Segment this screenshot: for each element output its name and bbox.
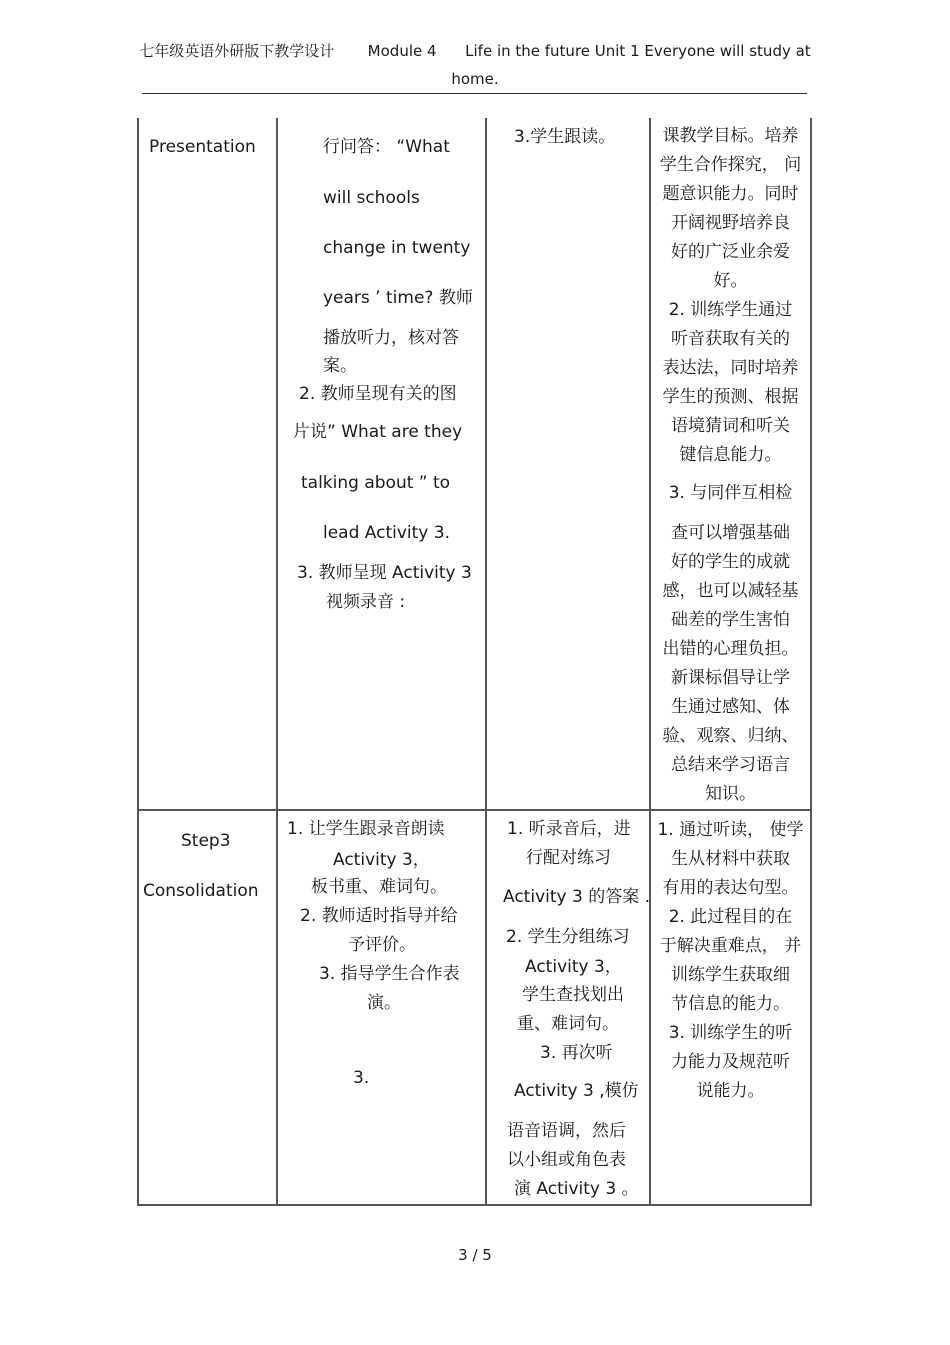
- text-line: Activity 3，: [525, 957, 622, 977]
- text-line: 3. 与同伴互相检: [668, 483, 793, 503]
- text-line: 行配对练习: [526, 848, 611, 868]
- step-label-presentation: Presentation: [149, 137, 256, 157]
- page-number: 3 / 5: [458, 1246, 492, 1264]
- text-line: 视频录音 :: [326, 592, 406, 612]
- column-divider: [485, 118, 487, 1206]
- text-line: 演。: [367, 993, 401, 1013]
- presentation-purpose: [651, 122, 810, 809]
- text-line: 好。: [713, 271, 748, 291]
- text-line: 础差的学生害怕: [671, 610, 790, 630]
- text-line: 予评价。: [348, 935, 416, 955]
- text-line: 1. 让学生跟录音朗读: [287, 819, 445, 839]
- text-line: years ’ time? 教师: [323, 288, 473, 308]
- text-line: Activity 3 ,模仿: [514, 1081, 639, 1101]
- row-divider: [137, 809, 812, 811]
- text-line: 学生合作探究， 问: [659, 155, 802, 175]
- text-line: 重、难词句。: [517, 1014, 619, 1034]
- text-line: Activity 3，: [333, 850, 430, 870]
- text-line: 1. 通过听读， 使学: [657, 820, 804, 840]
- text-line: 题意识能力。同时: [662, 184, 799, 204]
- text-line: 2. 教师呈现有关的图: [299, 384, 457, 404]
- presentation-student-activity: 3.学生跟读。: [514, 127, 616, 147]
- table-border-right: [810, 118, 812, 1206]
- text-line: 验、观察、归纳、: [662, 726, 799, 746]
- text-line: 2. 训练学生通过: [668, 300, 793, 320]
- text-line: 有用的表达句型。: [662, 878, 799, 898]
- text-line: 查可以增强基础: [671, 523, 790, 543]
- text-line: 说能力。: [696, 1081, 765, 1101]
- text-line: 新课标倡导让学: [671, 668, 790, 688]
- header-title-cont: home.: [451, 70, 499, 88]
- table-border-left: [137, 118, 139, 1206]
- text-line: 节信息的能力。: [671, 994, 790, 1014]
- text-line: 3. 训练学生的听: [668, 1023, 793, 1043]
- text-line: 播放听力，核对答: [323, 328, 459, 348]
- text-line: 板书重、难词句。: [311, 877, 447, 897]
- text-line: 语境猜词和听关: [671, 416, 790, 436]
- text-line: 3.: [353, 1068, 370, 1088]
- text-line: 学生查找划出: [522, 985, 624, 1005]
- text-line: 演 Activity 3 。: [514, 1179, 639, 1199]
- text-line: 课教学目标。培养: [662, 126, 799, 146]
- text-line: 3. 教师呈现 Activity 3: [297, 563, 472, 583]
- text-line: 出错的心理负担。: [662, 639, 799, 659]
- text-line: 感，也可以减轻基: [662, 581, 799, 601]
- table-border-bottom: [137, 1204, 812, 1206]
- text-line: 训练学生获取细: [671, 965, 790, 985]
- text-line: 知识。: [705, 784, 756, 804]
- text-line: talking about ” to: [301, 473, 451, 493]
- text-line: change in twenty: [323, 238, 471, 258]
- text-line: 好的学生的成就: [671, 552, 790, 572]
- text-line: 以小组或角色表: [507, 1150, 626, 1170]
- text-line: 听音获取有关的: [671, 329, 790, 349]
- text-line: Activity 3 的答案 .: [503, 887, 651, 907]
- step-label-consolidation: Consolidation: [143, 881, 259, 901]
- text-line: 2. 此过程目的在: [668, 907, 793, 927]
- text-line: 行问答： “What: [323, 137, 450, 157]
- text-line: 力能力及规范听: [671, 1052, 790, 1072]
- header-title: 七年级英语外研版下教学设计 Module 4 Life in the future Unit 1 Everyone will study at: [139, 42, 811, 60]
- column-divider: [276, 118, 278, 1206]
- text-line: 2. 教师适时指导并给: [300, 906, 458, 926]
- text-line: 好的广泛业余爱: [671, 242, 790, 262]
- text-line: 学生的预测、根据: [662, 387, 799, 407]
- lesson-plan-table: [137, 118, 812, 1206]
- text-line: 于解决重难点， 并: [659, 936, 802, 956]
- text-line: 开阔视野培养良: [671, 213, 790, 233]
- text-line: 片说” What are they: [293, 422, 463, 442]
- step-label-step3: Step3: [181, 831, 231, 851]
- text-line: 2. 学生分组练习: [506, 927, 630, 947]
- text-line: 1. 听录音后，进: [507, 819, 631, 839]
- text-line: 生通过感知、体: [671, 697, 790, 717]
- consolidation-purpose: [651, 816, 810, 1106]
- text-line: 总结来学习语言: [671, 755, 790, 775]
- text-line: lead Activity 3.: [323, 523, 450, 543]
- text-line: 生从材料中获取: [671, 849, 790, 869]
- text-line: 语音语调，然后: [507, 1121, 626, 1141]
- text-line: 3. 再次听: [540, 1043, 613, 1063]
- text-line: will schools: [323, 188, 420, 208]
- text-line: 案。: [323, 356, 357, 376]
- text-line: 键信息能力。: [679, 445, 782, 465]
- text-line: 表达法，同时培养: [662, 358, 799, 378]
- text-line: 3. 指导学生合作表: [319, 964, 460, 984]
- header-rule: [142, 93, 807, 94]
